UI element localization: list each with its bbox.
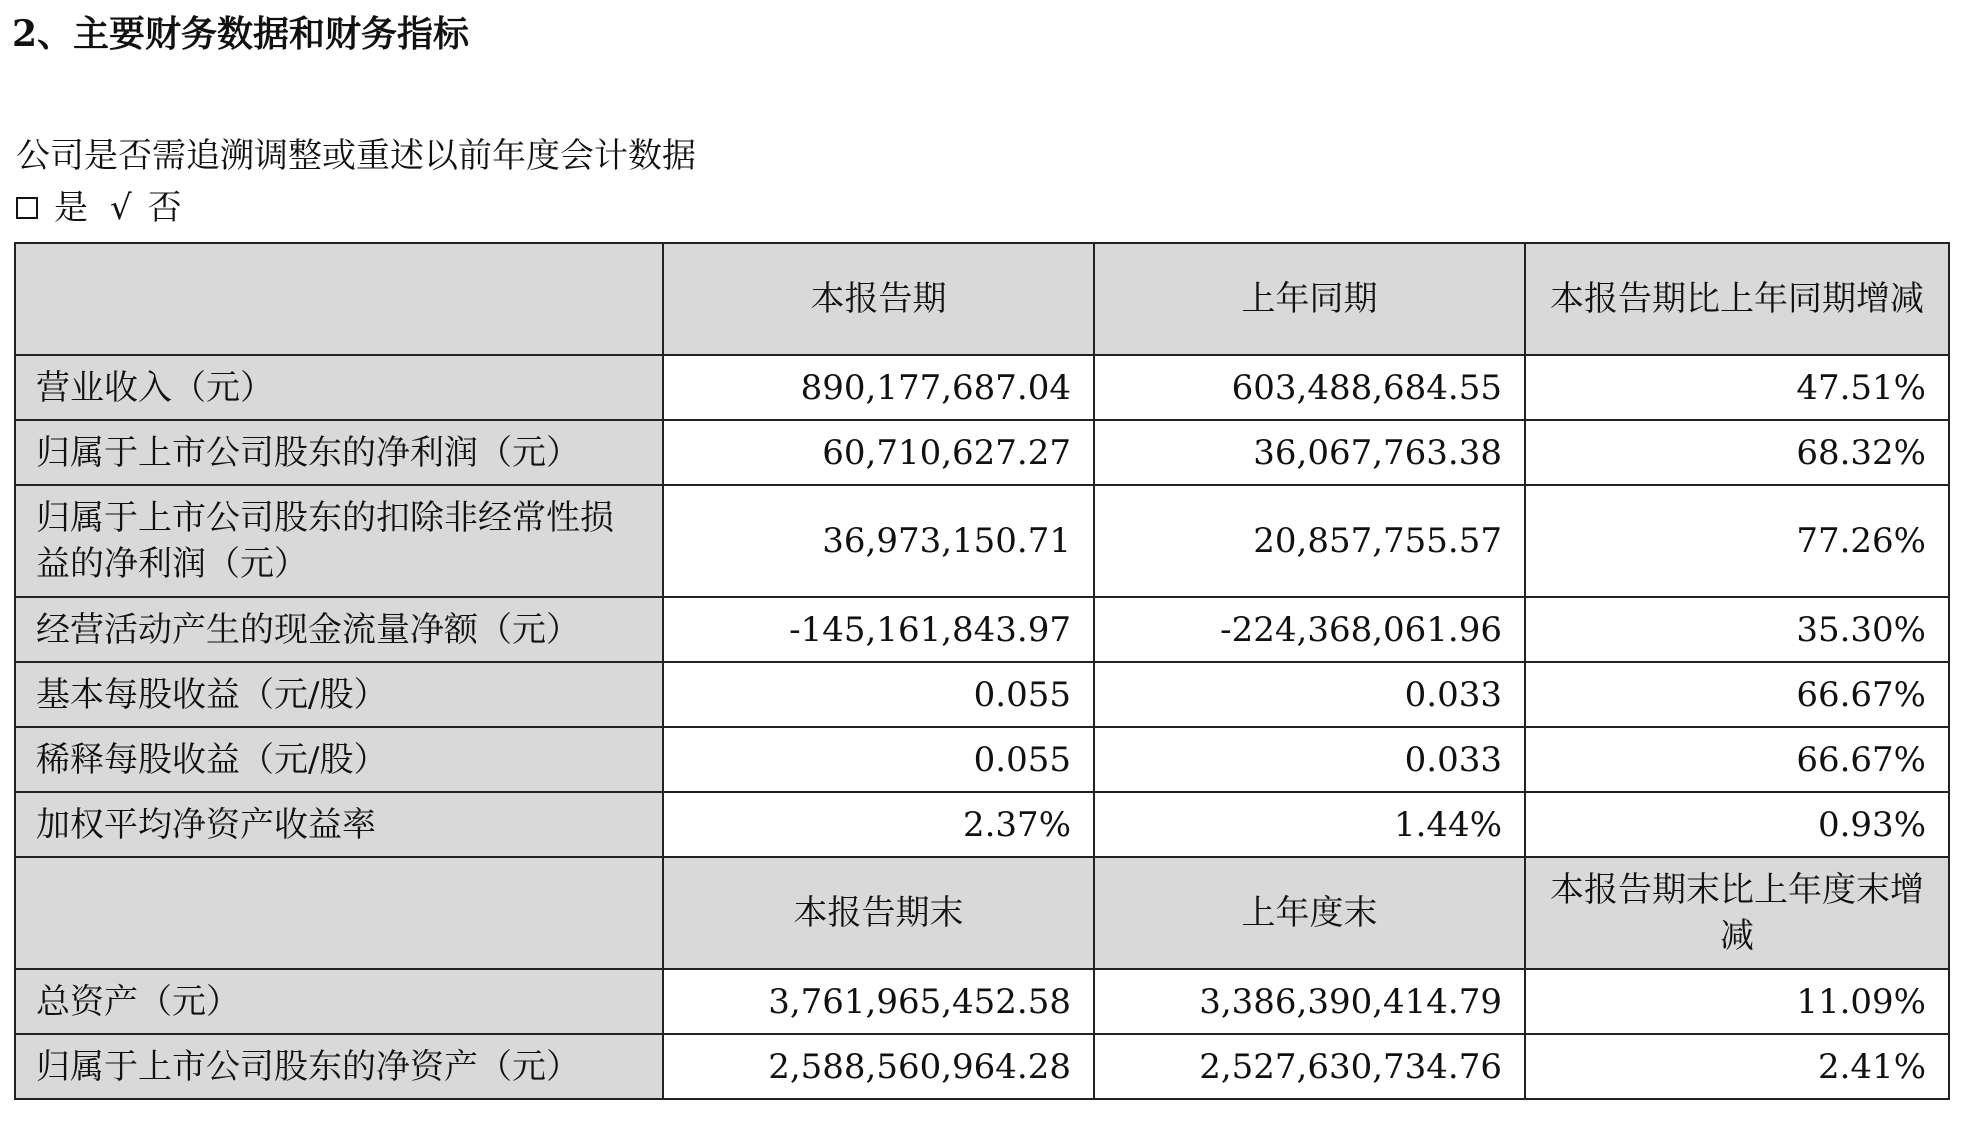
header-current-period: 本报告期 [663, 243, 1094, 355]
prior-value: 1.44% [1094, 792, 1525, 857]
prior-value: 603,488,684.55 [1094, 355, 1525, 420]
current-value: 2.37% [663, 792, 1094, 857]
prior-value: -224,368,061.96 [1094, 597, 1525, 662]
table-row [15, 969, 1949, 1034]
current-value: 0.055 [663, 727, 1094, 792]
checkbox-empty-icon [16, 197, 38, 219]
period-header-row [15, 243, 1949, 355]
table-row [15, 792, 1949, 857]
restatement-answer [16, 186, 182, 230]
change-value: 2.41% [1525, 1034, 1949, 1099]
row-label: 稀释每股收益（元/股） [15, 727, 663, 792]
prior-value: 20,857,755.57 [1094, 485, 1525, 597]
change-value: 66.67% [1525, 727, 1949, 792]
prior-value: 36,067,763.38 [1094, 420, 1525, 485]
row-label: 归属于上市公司股东的净资产（元） [15, 1034, 663, 1099]
header-label-cell [15, 857, 663, 969]
option-no-label: 否 [147, 188, 182, 228]
section-title: 2、主要财务数据和财务指标 [12, 13, 470, 55]
row-label: 营业收入（元） [15, 355, 663, 420]
row-label: 加权平均净资产收益率 [15, 792, 663, 857]
table-row [15, 485, 1949, 597]
restatement-question: 公司是否需追溯调整或重述以前年度会计数据 [16, 136, 696, 176]
prior-value: 0.033 [1094, 662, 1525, 727]
table-row [15, 355, 1949, 420]
change-value: 0.93% [1525, 792, 1949, 857]
table-row [15, 420, 1949, 485]
row-label: 归属于上市公司股东的净利润（元） [15, 420, 663, 485]
change-value: 35.30% [1525, 597, 1949, 662]
current-value: 0.055 [663, 662, 1094, 727]
change-value: 47.51% [1525, 355, 1949, 420]
header-year-end-change: 本报告期末比上年度末增减 [1525, 857, 1949, 969]
table-row [15, 1034, 1949, 1099]
table-row [15, 662, 1949, 727]
change-value: 77.26% [1525, 485, 1949, 597]
table-row [15, 727, 1949, 792]
current-value: 890,177,687.04 [663, 355, 1094, 420]
header-prior-period: 上年同期 [1094, 243, 1525, 355]
current-value: -145,161,843.97 [663, 597, 1094, 662]
option-yes-label: 是 [54, 188, 88, 228]
prior-value: 3,386,390,414.79 [1094, 969, 1525, 1034]
row-label: 经营活动产生的现金流量净额（元） [15, 597, 663, 662]
prior-value: 0.033 [1094, 727, 1525, 792]
check-mark-icon: √ [110, 188, 132, 228]
current-value: 36,973,150.71 [663, 485, 1094, 597]
row-label: 基本每股收益（元/股） [15, 662, 663, 727]
row-label: 归属于上市公司股东的扣除非经常性损益的净利润（元） [15, 485, 663, 597]
financial-data-table [14, 242, 1950, 1100]
header-period-change: 本报告期比上年同期增减 [1525, 243, 1949, 355]
header-period-end: 本报告期末 [663, 857, 1094, 969]
header-prior-year-end: 上年度末 [1094, 857, 1525, 969]
table-row [15, 597, 1949, 662]
row-label: 总资产（元） [15, 969, 663, 1034]
balance-header-row [15, 857, 1949, 969]
change-value: 11.09% [1525, 969, 1949, 1034]
change-value: 66.67% [1525, 662, 1949, 727]
current-value: 60,710,627.27 [663, 420, 1094, 485]
header-label-cell [15, 243, 663, 355]
current-value: 3,761,965,452.58 [663, 969, 1094, 1034]
change-value: 68.32% [1525, 420, 1949, 485]
prior-value: 2,527,630,734.76 [1094, 1034, 1525, 1099]
current-value: 2,588,560,964.28 [663, 1034, 1094, 1099]
